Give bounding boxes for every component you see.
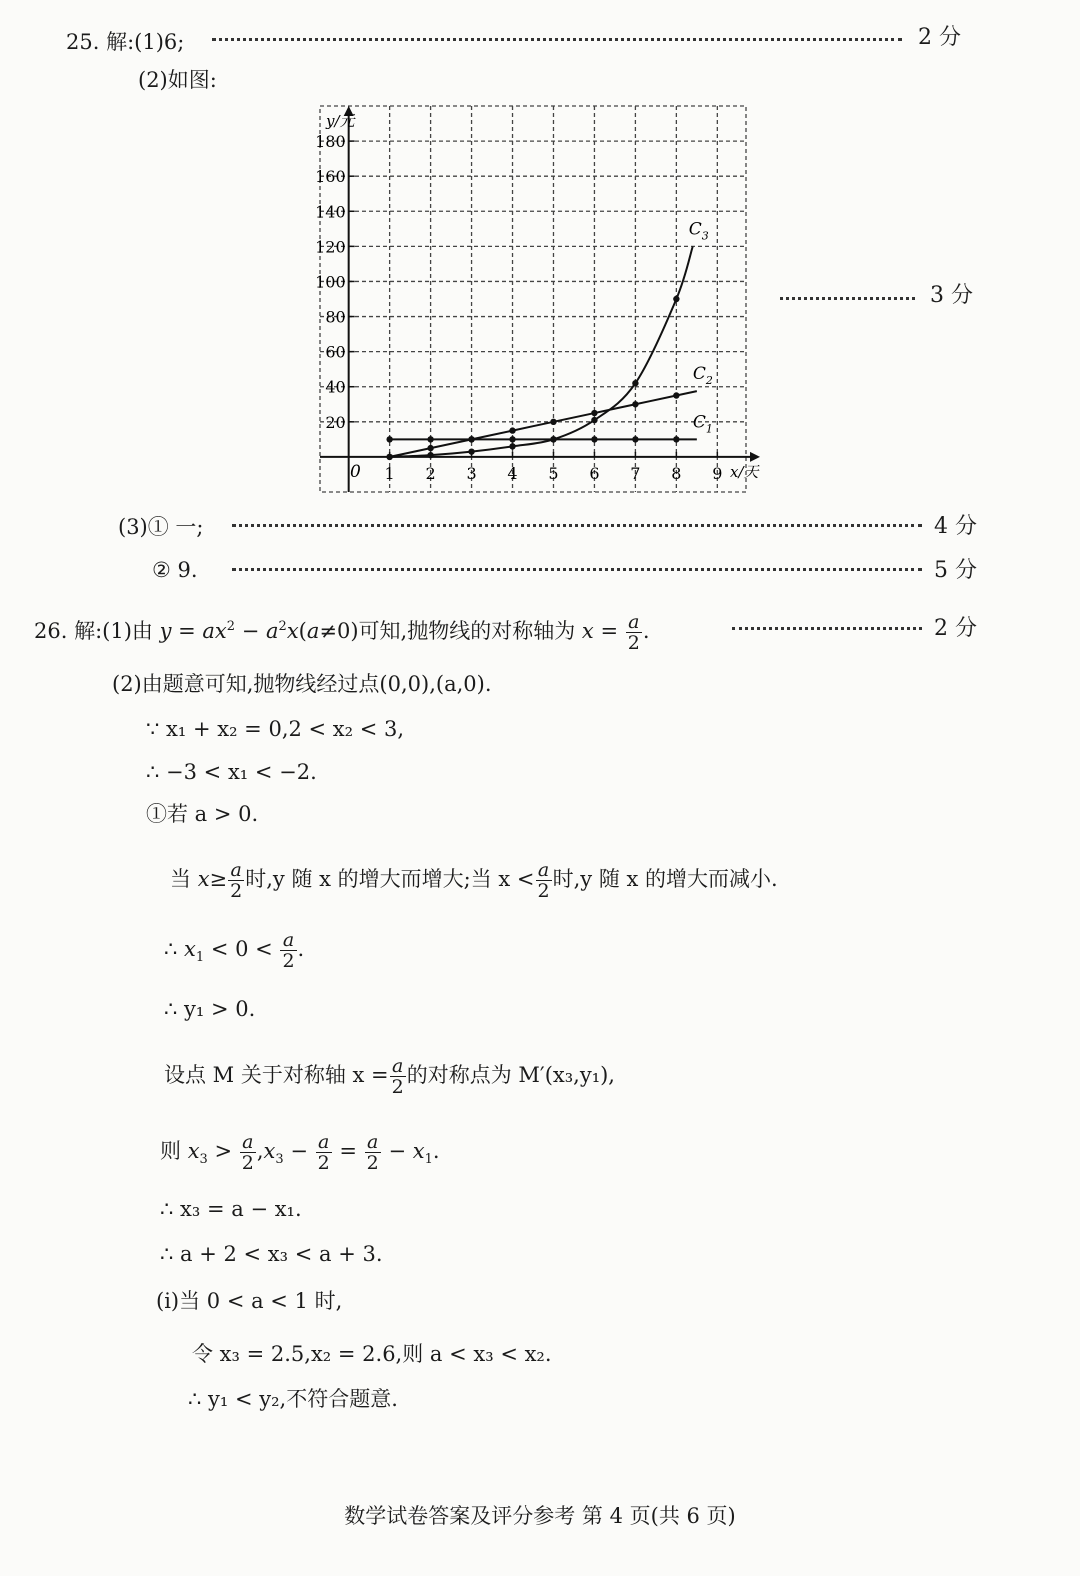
dot-leader <box>232 524 922 527</box>
y-tick-label: 40 <box>325 377 346 397</box>
y-tick-label: 120 <box>315 237 346 257</box>
x-tick-label: 6 <box>589 463 600 483</box>
x-tick-label: 2 <box>425 463 436 483</box>
score-label: 3 分 <box>930 283 973 308</box>
formula: $\frac{a}{2}$ <box>537 859 550 902</box>
x-axis-arrow <box>750 452 760 462</box>
series-c1-point <box>632 436 638 442</box>
score-label: 2 分 <box>918 25 961 50</box>
q26-line: ∴ −3 < x₁ < −2. <box>146 760 317 784</box>
origin-label: 0 <box>350 461 361 482</box>
x-axis-label: x/天 <box>730 462 759 481</box>
series-c2-point <box>550 419 556 425</box>
series-c1-point <box>427 436 433 442</box>
q26-text: 的对称点为 M′(x₃,y₁), <box>406 1063 615 1087</box>
q26-part1 <box>34 612 650 653</box>
series-c2-point <box>632 401 638 407</box>
score-label: 4 分 <box>934 514 977 539</box>
dot-leader <box>232 568 922 571</box>
series-c2-label: $C_2$ <box>692 364 713 388</box>
series-c3-point <box>509 443 515 449</box>
score-label: 2 分 <box>934 616 977 641</box>
series-c3-point <box>386 454 392 460</box>
series-c2-line <box>390 391 697 457</box>
q26-line: 则 $x_3$ > $\frac{a}{2}$ $,x_3$ − $\frac{a}{2}$ = $\frac{a}{2}$ − $x_1$. <box>160 1131 440 1174</box>
q26-line: ∵ x₁ + x₂ = 0,2 < x₂ < 3, <box>146 717 405 741</box>
series-c3-point <box>468 448 474 454</box>
q26-line <box>170 860 778 901</box>
x-tick-label: 8 <box>671 463 682 483</box>
x-tick-label: 3 <box>466 463 477 483</box>
series-c1-point <box>386 436 392 442</box>
q26-line: (i)当 0 < a < 1 时, <box>156 1289 343 1313</box>
chart <box>300 100 780 500</box>
y-tick-label: 140 <box>315 202 346 222</box>
q26-line: ∴ a + 2 < x₃ < a + 3. <box>160 1242 383 1266</box>
series-c2-point <box>591 410 597 416</box>
q26-line: ∴ y₁ < y₂,不符合题意. <box>188 1387 398 1411</box>
series-c3-point <box>427 452 433 458</box>
page-footer: 数学试卷答案及评分参考 第 4 页(共 6 页) <box>344 1504 736 1528</box>
series-c2-point <box>427 445 433 451</box>
x-tick-label: 9 <box>712 463 723 483</box>
q26-line: 令 x₃ = 2.5,x₂ = 2.6,则 a < x₃ < x₂. <box>192 1342 552 1366</box>
series-c3-point <box>591 417 597 423</box>
q25-part3: (3)① 一; <box>118 515 204 539</box>
series-c3-label: $C_3$ <box>688 219 709 243</box>
series-c1-point <box>673 436 679 442</box>
series-c1-point <box>509 436 515 442</box>
x-tick-label: 4 <box>507 463 518 483</box>
formula: 当 x≥ $\frac{a}{2}$ <box>170 859 243 902</box>
formula: $y = ax^2 - a^2x(a\ne 0)$ <box>159 619 359 643</box>
series-c3-point <box>673 296 679 302</box>
formula: x = $\frac{a}{2}$ . <box>581 611 650 654</box>
q26-text: 设点 M 关于对称轴 x = <box>164 1063 389 1087</box>
q26-line: ①若 a > 0. <box>146 802 259 826</box>
q25-part1: 25. 解:(1)6; <box>66 30 185 54</box>
q26-text: 时,y 随 x 的增大而增大;当 x < <box>245 867 535 891</box>
formula: $\frac{a}{2}$ <box>391 1055 404 1098</box>
q26-line: ∴ x₃ = a − x₁. <box>160 1197 302 1221</box>
x-tick-label: 7 <box>630 463 641 483</box>
x-tick-label: 5 <box>548 463 559 483</box>
y-tick-label: 60 <box>325 342 346 362</box>
y-tick-label: 180 <box>315 132 346 152</box>
y-tick-label: 80 <box>325 307 346 327</box>
plot-frame <box>320 106 746 492</box>
y-tick-label: 100 <box>315 272 346 292</box>
dot-leader <box>212 38 902 41</box>
q26-text: 26. 解:(1)由 <box>34 619 160 643</box>
q26-text: 可知,抛物线的对称轴为 <box>358 619 582 643</box>
series-c2-point <box>509 427 515 433</box>
series-c2-point <box>468 436 474 442</box>
score-label: 5 分 <box>934 558 977 583</box>
q26-text: 时,y 随 x 的增大而减小. <box>552 867 778 891</box>
q25-part3-2: ② 9. <box>152 558 198 582</box>
q26-line: ∴ $x_1 < 0$ < $\frac{a}{2}$ . <box>164 929 305 972</box>
dot-leader <box>732 627 922 630</box>
series-c1-label: $C_1$ <box>692 412 713 436</box>
q25-part2: (2)如图: <box>138 68 217 92</box>
y-tick-label: 20 <box>325 412 346 432</box>
q26-line: (2)由题意可知,抛物线经过点(0,0),(a,0). <box>112 672 492 696</box>
dot-leader <box>780 297 915 300</box>
y-tick-label: 160 <box>315 167 346 187</box>
q26-line <box>164 1056 615 1097</box>
x-tick-label: 1 <box>384 463 395 483</box>
y-axis-label: y/元 <box>326 112 355 130</box>
q26-line: ∴ y₁ > 0. <box>164 997 256 1021</box>
series-c2-point <box>673 392 679 398</box>
series-c3-point <box>550 436 556 442</box>
series-c3-point <box>632 380 638 386</box>
series-c1-point <box>591 436 597 442</box>
